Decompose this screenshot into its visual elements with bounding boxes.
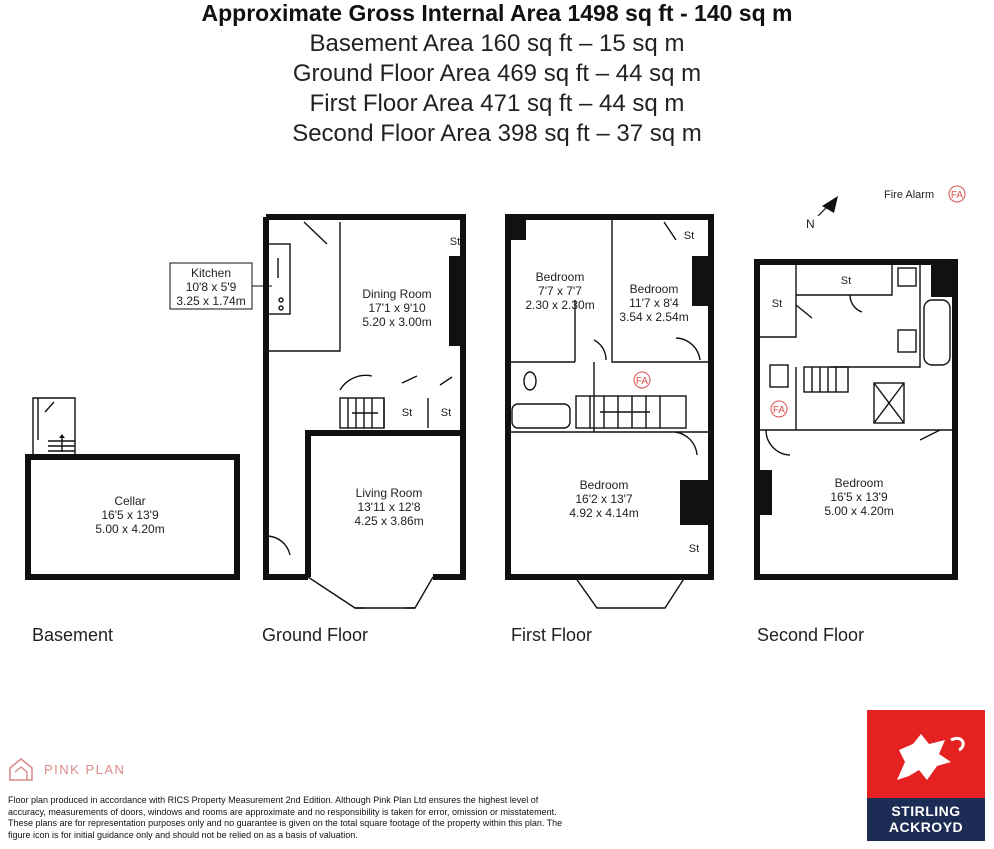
first-bedroom-a-metric: 2.30 x 2.30m [525, 298, 595, 312]
second-store-1-label: St [771, 298, 783, 310]
second-floor-fire-alarm-icon [771, 401, 787, 417]
kitchen-metric: 3.25 x 1.74m [176, 294, 246, 308]
gross-area-title: Approximate Gross Internal Area 1498 sq ft - 140 sq m [201, 0, 793, 26]
second-store-2-label: St [840, 275, 852, 287]
first-store-2-label: St [688, 543, 700, 555]
north-label: N [806, 217, 815, 231]
first-bedroom-b-metric: 3.54 x 2.54m [619, 310, 689, 324]
dining-room-imperial: 17'1 x 9'10 [368, 301, 426, 315]
ground-store-3-label: St [440, 407, 452, 419]
first-bedroom-a-imperial: 7'7 x 7'7 [538, 284, 582, 298]
second-floor-label: Second Floor [757, 625, 865, 645]
ground-store-1-label: St [449, 236, 461, 248]
first-bedroom-c-metric: 4.92 x 4.14m [569, 506, 639, 520]
first-bedroom-b-name: Bedroom [629, 282, 679, 296]
kitchen-name: Kitchen [190, 266, 232, 280]
disclaimer-text: Floor plan produced in accordance with RICS Property Measurement 2nd Edition. Although Pink Plan Ltd ensures the highest level of accuracy, measurements of doors, windows and rooms are approximate and no responsibility is taken for error, omission or misstatement. These plans are for representation purposes only and no guarantee is given on the total square footage of the property within this plan. The figure icon is for initial guidance only and should not be relied on as a basis of valuation. [8, 795, 563, 840]
basement-plan [28, 398, 237, 577]
ground-floor-area-line: Ground Floor Area 469 sq ft – 44 sq m [292, 60, 702, 87]
cellar-metric: 5.00 x 4.20m [95, 522, 165, 536]
basement-area-line: Basement Area 160 sq ft – 15 sq m [309, 30, 685, 57]
first-floor-label: First Floor [511, 625, 592, 645]
north-compass-icon [806, 196, 838, 231]
svg-text:FA: FA [772, 405, 786, 416]
second-bedroom-imperial: 16'5 x 13'9 [830, 490, 888, 504]
ground-floor-label: Ground Floor [262, 625, 369, 645]
ground-floor-plan [170, 217, 463, 608]
living-room-name: Living Room [355, 486, 423, 500]
second-bedroom-metric: 5.00 x 4.20m [824, 504, 894, 518]
cellar-imperial: 16'5 x 13'9 [101, 508, 159, 522]
stirling-ackroyd-logo [867, 710, 985, 841]
pink-plan-logo-icon [10, 759, 32, 780]
cellar-name: Cellar [114, 494, 146, 508]
fire-alarm-legend-label: Fire Alarm [884, 189, 935, 201]
svg-text:FA: FA [635, 376, 649, 387]
second-floor-area-line: Second Floor Area 398 sq ft – 37 sq m [292, 120, 702, 147]
first-floor-plan [508, 217, 711, 608]
living-room-imperial: 13'11 x 12'8 [357, 500, 421, 514]
agent-name-line1: STIRLING [891, 803, 961, 819]
dining-room-name: Dining Room [362, 287, 432, 301]
first-floor-fire-alarm-icon [634, 372, 650, 388]
svg-text:FA: FA [950, 190, 964, 201]
second-floor-plan [757, 262, 955, 577]
pink-plan-brand-text: PINK PLAN [44, 762, 126, 777]
first-store-1-label: St [683, 230, 695, 242]
second-bedroom-name: Bedroom [834, 476, 884, 490]
first-bedroom-a-name: Bedroom [535, 270, 585, 284]
first-floor-area-line: First Floor Area 471 sq ft – 44 sq m [309, 90, 685, 117]
basement-label: Basement [32, 625, 114, 645]
agent-name-line2: ACKROYD [888, 819, 964, 835]
first-bedroom-c-name: Bedroom [579, 478, 629, 492]
griffin-icon [867, 710, 985, 798]
kitchen-imperial: 10'8 x 5'9 [185, 280, 237, 294]
dining-room-metric: 5.20 x 3.00m [362, 315, 432, 329]
ground-store-2-label: St [401, 407, 413, 419]
first-bedroom-b-imperial: 11'7 x 8'4 [629, 296, 679, 310]
first-bedroom-c-imperial: 16'2 x 13'7 [575, 492, 633, 506]
living-room-metric: 4.25 x 3.86m [354, 514, 424, 528]
fire-alarm-icon [949, 186, 965, 202]
